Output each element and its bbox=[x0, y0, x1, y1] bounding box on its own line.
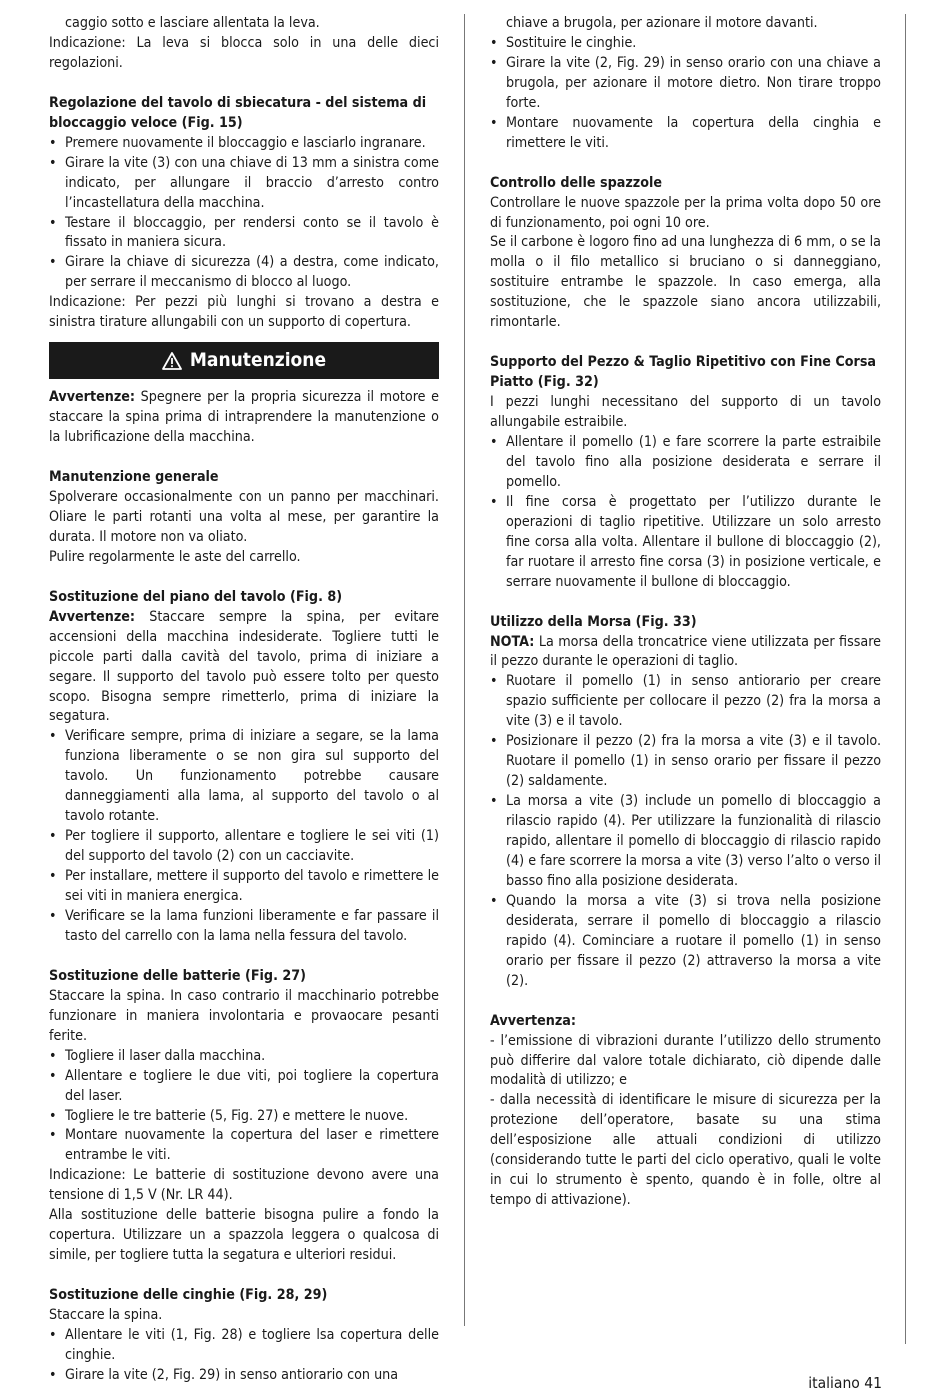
bullet-item: • Allentare le viti (1, Fig. 28) e togliere lsa copertura delle cinghie. bbox=[49, 1326, 439, 1366]
bullet-item: • Togliere il laser dalla macchina. bbox=[49, 1047, 439, 1067]
page-edge-line bbox=[905, 14, 906, 1344]
bullet-item: • Allentare il pomello (1) e fare scorrere la parte estraibile del tavolo fino alla posizione desiderata e serrare il pomello. bbox=[490, 433, 881, 493]
paragraph: Controllare le nuove spazzole per la prima volta dopo 50 ore di funzionamento, poi ogni 10 ore. bbox=[490, 194, 881, 231]
maintenance-banner bbox=[49, 342, 439, 379]
bullet-item: • Allentare e togliere le due viti, poi togliere la copertura del laser. bbox=[49, 1067, 439, 1107]
bullet-item: • Girare la vite (2, Fig. 29) in senso antiorario con una bbox=[49, 1366, 439, 1386]
bullet-item: • Posizionare il pezzo (2) fra la morsa a vite (3) e il tavolo. Ruotare il pomello (1) in senso orario per fissare il pezzo (2) saldamente. bbox=[490, 732, 881, 792]
bullet-item: • Verificare se la lama funzioni liberamente e far passare il tasto del carrello con la lama nella fessura del tavolo. bbox=[49, 907, 439, 947]
warning-label: Avvertenze: bbox=[49, 608, 136, 625]
bullet-item: • Testare il bloccaggio, per rendersi conto se il tavolo è fissato in maniera sicura. bbox=[49, 214, 439, 254]
paragraph: chiave a brugola, per azionare il motore davanti. bbox=[506, 15, 818, 31]
bullet-item: • Girare la vite (3) con una chiave di 13 mm a sinistra come indicato, per allungare il braccio d’arresto contro l’incastellatura della macchina. bbox=[49, 154, 439, 214]
section-heading: Sostituzione delle cinghie (Fig. 28, 29) bbox=[49, 1287, 328, 1304]
section-heading: Sostituzione del piano del tavolo (Fig. 8) bbox=[49, 588, 343, 605]
page-number: italiano 41 bbox=[808, 1374, 882, 1392]
paragraph: - dalla necessità di identificare le misure di sicurezza per la protezione dell’operatore, basate su una stima dell’esposizione alle attuali condizioni di utilizzo (considerando tutte le parti del ciclo operativo, quali le volte in cui lo strumento è spento, quando è in folle, oltre al tempo di attivazione). bbox=[490, 1092, 881, 1209]
warning-label: Avvertenze: bbox=[49, 389, 136, 406]
warning-paragraph bbox=[49, 388, 439, 448]
paragraph: Staccare la spina. bbox=[49, 1307, 163, 1324]
paragraph: Alla sostituzione delle batterie bisogna pulire a fondo la copertura. Utilizzare un a spazzola leggera o qualcosa di simile, per togliere tutta la segatura e ulteriori residui. bbox=[49, 1207, 439, 1264]
section-heading: Sostituzione delle batterie (Fig. 27) bbox=[49, 967, 306, 984]
bullet-item: • Montare nuovamente la copertura del laser e rimettere entrambe le viti. bbox=[49, 1126, 439, 1166]
paragraph: Indicazione: La leva si blocca solo in una delle dieci regolazioni. bbox=[49, 34, 439, 71]
bullet-item: • Togliere le tre batterie (5, Fig. 27) e mettere le nuove. bbox=[49, 1107, 439, 1127]
right-column bbox=[490, 14, 881, 1211]
section-heading: Manutenzione generale bbox=[49, 469, 219, 486]
bullet-item: • Il fine corsa è progettato per l’utilizzo durante le operazioni di taglio ripetitive. Utilizzare un solo arresto fine corsa alla volta. Allentare il bullone di bloccaggio (2), far ruotare il arresto fine corsa (3) in posizione verticale, e serrare nuovamente il bullone di bloccaggio. bbox=[490, 493, 881, 593]
bullet-item: • La morsa a vite (3) include un pomello di bloccaggio a rilascio rapido (4). Per utilizzare la funzionalità di rilascio rapido, allentare il pomello di bloccaggio di rilascio rapido (4) e fare scorrere la morsa a vite (3) verso l’alto o verso il basso fino alla posizione desiderata. bbox=[490, 792, 881, 892]
bullet-item: • Per togliere il supporto, allentare e togliere le sei viti (1) del supporto del tavolo (2) con un cacciavite. bbox=[49, 827, 439, 867]
note-text: La morsa della troncatrice viene utilizzata per fissare il pezzo durante le operazioni di taglio. bbox=[490, 633, 881, 670]
paragraph: Se il carbone è logoro fino ad una lunghezza di 6 mm, o se la molla o il filo metallico si bruciano o si danneggiano, sostituire entrambe le spazzole. In caso emerga, alla sostituzione, che le spazzole siano ancora utilizzabili, rimontarle. bbox=[490, 234, 881, 331]
paragraph: Spolverare occasionalmente con un panno per macchinari. Oliare le parti rotanti una volta al mese, per garantire la durata. Il motore non va oliato. bbox=[49, 488, 439, 545]
paragraph: Indicazione: Per pezzi più lunghi si trovano a destra e sinistra tirature allungabili con un supporto di copertura. bbox=[49, 294, 439, 331]
bullet-item: • Quando la morsa a vite (3) si trova nella posizione desiderata, serrare il pomello di bloccaggio a rilascio rapido (4). Cominciare a ruotare il pomello (1) in senso orario per fissare il pezzo (2) attraverso la morsa a vite (2). bbox=[490, 892, 881, 992]
bullet-item: • Ruotare il pomello (1) in senso antiorario per creare spazio sufficiente per collocare il pezzo (2) fra la morsa a vite (3) e il tavolo. bbox=[490, 672, 881, 732]
banner-title: Manutenzione bbox=[189, 348, 327, 371]
warning-icon bbox=[162, 352, 182, 370]
left-column bbox=[49, 14, 439, 1386]
section-heading: Supporto del Pezzo & Taglio Ripetitivo con Fine Corsa Piatto (Fig. 32) bbox=[490, 354, 877, 391]
bullet-item: • Verificare sempre, prima di iniziare a segare, se la lama funziona liberamente o se non gira sul supporto del tavolo. Un funzionamento potrebbe causare danneggiamenti alla lama, al supporto del tavolo o al tavolo rotante. bbox=[49, 727, 439, 827]
bullet-item: • Girare la vite (2, Fig. 29) in senso orario con una chiave a brugola, per azionare il motore dietro. Non tirare troppo forte. bbox=[490, 54, 881, 114]
warning-text: Staccare sempre la spina, per evitare accensioni della macchina indesiderate. Togliere tutti le piccole parti dalla cavità del tavolo, prima di iniziare a segare. Il supporto del tavolo può essere tolto per questo scopo. Bisogna sempre rimetterlo, prima di iniziare la segatura. bbox=[49, 608, 439, 725]
section-heading: Avvertenza: bbox=[490, 1012, 576, 1029]
paragraph: - l’emissione di vibrazioni durante l’utilizzo dello strumento può differire dal valore totale dichiarato, ciò dipende dalle modalità di utilizzo; e bbox=[490, 1032, 881, 1089]
section-heading: Regolazione del tavolo di sbiecatura - del sistema di bloccaggio veloce (Fig. 15) bbox=[49, 94, 427, 131]
bullet-item: • Per installare, mettere il supporto del tavolo e rimettere le sei viti in maniera energica. bbox=[49, 867, 439, 907]
column-divider bbox=[464, 14, 465, 1326]
bullet-item: • Montare nuovamente la copertura della cinghia e rimettere le viti. bbox=[490, 114, 881, 154]
paragraph: Indicazione: Le batterie di sostituzione devono avere una tensione di 1,5 V (Nr. LR 44). bbox=[49, 1167, 439, 1204]
paragraph: I pezzi lunghi necessitano del supporto di un tavolo allungabile estraibile. bbox=[490, 394, 881, 431]
warning-text: Spegnere per la propria sicurezza il motore e staccare la spina prima di intraprendere la manutenzione o la lubrificazione della macchina. bbox=[49, 389, 439, 446]
bullet-item: • Girare la chiave di sicurezza (4) a destra, come indicato, per serrare il meccanismo di blocco al luogo. bbox=[49, 253, 439, 293]
section-heading: Utilizzo della Morsa (Fig. 33) bbox=[490, 613, 697, 630]
paragraph: Pulire regolarmente le aste del carrello. bbox=[49, 548, 301, 565]
warning-paragraph bbox=[49, 608, 439, 728]
section-heading: Controllo delle spazzole bbox=[490, 174, 662, 191]
paragraph: caggio sotto e lasciare allentata la leva. bbox=[65, 15, 320, 31]
note-paragraph bbox=[490, 633, 881, 673]
note-label: NOTA: bbox=[490, 633, 535, 650]
bullet-item: • Premere nuovamente il bloccaggio e lasciarlo ingranare. bbox=[49, 134, 439, 154]
paragraph: Staccare la spina. In caso contrario il macchinario potrebbe funzionare in maniera involontaria e provaocare pesanti ferite. bbox=[49, 987, 439, 1044]
bullet-item: • Sostituire le cinghie. bbox=[490, 34, 881, 54]
